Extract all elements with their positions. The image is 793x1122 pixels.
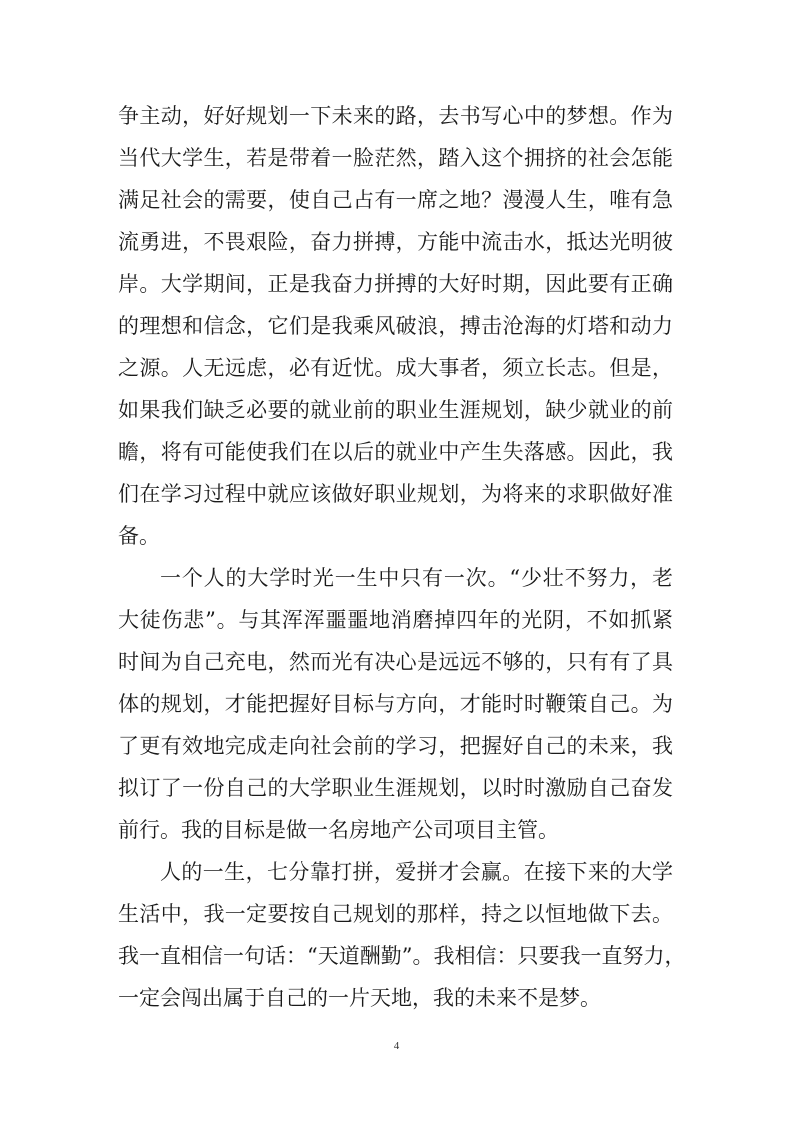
paragraph-3-line-2: 生活中，我一定要按自己规划的那样，持之以恒地做下去。 [118, 902, 673, 926]
paragraph-1-line-4: 流勇进，不畏艰险，奋力拼搏，方能中流击水，抵达光明彼 [118, 230, 673, 254]
paragraph-1-line-9: 瞻，将有可能使我们在以后的就业中产生失落感。因此，我 [118, 440, 673, 464]
paragraph-1-line-2: 当代大学生，若是带着一脸茫然，踏入这个拥挤的社会怎能 [118, 146, 673, 170]
paragraph-1-line-6: 的理想和信念，它们是我乘风破浪，搏击沧海的灯塔和动力 [118, 314, 673, 338]
paragraph-3-line-4: 一定会闯出属于自己的一片天地，我的未来不是梦。 [118, 986, 601, 1010]
paragraph-2-line-1: 一个人的大学时光一生中只有一次。“少壮不努力，老 [160, 566, 673, 590]
paragraph-2-line-4: 体的规划，才能把握好目标与方向，才能时时鞭策自己。为 [118, 692, 673, 716]
paragraph-1-line-3: 满足社会的需要，使自己占有一席之地？漫漫人生，唯有急 [118, 188, 673, 212]
paragraph-2-line-6: 拟订了一份自己的大学职业生涯规划，以时时激励自己奋发 [118, 776, 673, 800]
paragraph-1-line-5: 岸。大学期间，正是我奋力拼搏的大好时期，因此要有正确 [118, 272, 673, 296]
paragraph-1-line-8: 如果我们缺乏必要的就业前的职业生涯规划，缺少就业的前 [118, 398, 673, 422]
page-number: 4 [393, 1040, 400, 1052]
paragraph-3-line-1: 人的一生，七分靠打拼，爱拼才会赢。在接下来的大学 [160, 860, 673, 884]
paragraph-2-line-5: 了更有效地完成走向社会前的学习，把握好自己的未来，我 [118, 734, 673, 758]
paragraph-2-line-2: 大徒伤悲”。与其浑浑噩噩地消磨掉四年的光阴，不如抓紧 [118, 608, 673, 632]
paragraph-1-line-10: 们在学习过程中就应该做好职业规划，为将来的求职做好准 [118, 482, 673, 506]
paragraph-2-line-7: 前行。我的目标是做一名房地产公司项目主管。 [118, 818, 559, 842]
paragraph-2-line-3: 时间为自己充电，然而光有决心是远远不够的，只有有了具 [118, 650, 673, 674]
paragraph-1-line-11: 备。 [118, 524, 160, 548]
paragraph-3-line-3: 我一直相信一句话：“天道酬勤”。我相信：只要我一直努力， [118, 944, 686, 968]
paragraph-1-line-1: 争主动，好好规划一下未来的路，去书写心中的梦想。作为 [118, 104, 673, 128]
paragraph-1-line-7: 之源。人无远虑，必有近忧。成大事者，须立长志。但是， [118, 356, 673, 380]
